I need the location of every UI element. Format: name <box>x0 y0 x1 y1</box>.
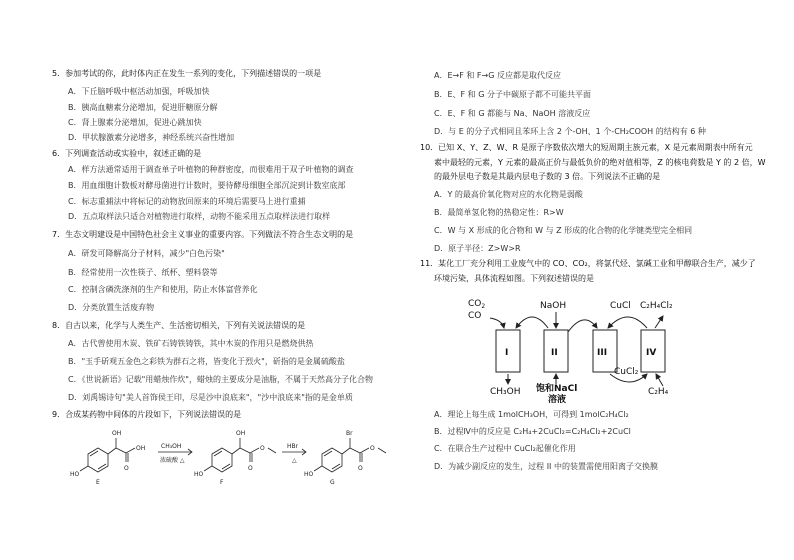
q10-option-b: B．最简单氢化物的热稳定性：R>W <box>434 208 564 217</box>
q9-stem: 9．合成某药物中间体的片段如下，下列说法错误的是 <box>52 410 242 419</box>
q11-option-b: B．过程Ⅳ中的反应是 C₂H₄+2CuCl₂=C₂H₄Cl₂+2CuCl <box>434 427 631 436</box>
q10-option-d: D．原子半径：Z>W>R <box>434 244 521 253</box>
label-c2h4: C₂H₄ <box>648 387 669 397</box>
q7-option-b: B．经常使用一次性筷子、纸杯、塑料袋等 <box>68 268 218 277</box>
q11-stem-line-1: 11．某化工厂充分利用工业废气中的 CO、CO₂，将氯代烃、氯碱工业和甲醇联合生产，减少了 <box>420 259 756 268</box>
label-e: E <box>96 479 100 486</box>
molecule-f <box>204 438 276 472</box>
label-c2h4cl2: C₂H₄Cl₂ <box>640 301 673 311</box>
q7-option-a: A．研发可降解高分子材料，减少"白色污染" <box>68 249 225 258</box>
arrow-c2h4cl2-out <box>655 316 663 328</box>
molecule-g <box>314 438 386 472</box>
q11-option-d: D．为减少副反应的发生，过程 II 中的装置需使用阳离子交换膜 <box>434 462 658 471</box>
q10-option-c: C．W 与 X 形成的化合物和 W 与 Z 形成的化合物的化学键类型完全相同 <box>434 226 693 235</box>
svg-text:HO: HO <box>70 471 80 478</box>
q11-option-c: C．在联合生产过程中 CuCl₂起催化作用 <box>434 444 576 453</box>
box-4-label: IV <box>646 348 657 358</box>
q5-option-b: B．胰高血糖素分泌增加，促进肝糖原分解 <box>68 103 218 112</box>
q6-stem: 6．下列调查活动或实验中，叙述正确的是 <box>52 149 202 158</box>
q11-stem-line-2: 环境污染，具体流程如图。下列叙述错误的是 <box>434 274 594 283</box>
svg-text:O: O <box>358 465 363 472</box>
label-ch3oh: CH₃OH <box>490 387 521 397</box>
q5-stem: 5．参加考试的你，此时体内正在发生一系列的变化，下列描述错误的一项是 <box>52 69 322 78</box>
reagent2-bottom: △ <box>292 457 297 464</box>
box-2-label: II <box>551 348 558 358</box>
label-nacl-1: 饱和NaCl <box>536 384 578 394</box>
q10-stem-line-2: 素中最轻的元素，Y 元素的最高正价与最低负价的绝对值相等，Z 的核电荷数是 Y 的 2 倍，W <box>434 158 766 167</box>
q6-option-a: A．样方法通常适用于调查单子叶植物的种群密度，而很难用于双子叶植物的调查 <box>68 165 354 174</box>
q6-option-d: D．五点取样法只适合对植物进行取样，动物不能采用五点取样法进行取样 <box>68 212 331 221</box>
q9-reaction-scheme <box>60 420 400 490</box>
q8-option-a: A．古代曾使用木炭、铁矿石铸铁铸铁，其中木炭的作用只是燃烧供热 <box>68 339 314 348</box>
q10-stem-line-1: 10．已知 X、Y、Z、W、R 是原子序数依次增大的短周期主族元素，X 是元素周期表中所有元 <box>420 143 753 152</box>
q11-flow-diagram <box>460 292 690 404</box>
svg-text:O: O <box>370 445 375 452</box>
q6-option-c: C．标志重捕法中将标记的动物放回原来的环境后需要马上进行重捕 <box>68 197 306 206</box>
q6-option-b: B．用血细胞计数板对酵母菌进行计数时，要待酵母细胞全部沉淀到计数室底部 <box>68 181 346 190</box>
label-co: CO <box>468 311 482 321</box>
q8-option-b: B．"玉手斫观五金色之彩铁为群石之将，皆变化于烈火"，斫指的是金属硫酸盐 <box>68 357 345 366</box>
label-co2: $CO_2$ <box>468 299 486 310</box>
label-naoh: NaOH <box>540 301 567 311</box>
arrow-c2h4-in <box>656 374 663 386</box>
label-cucl: CuCl <box>610 301 631 311</box>
arrow-2-to-1 <box>516 317 548 328</box>
svg-text:O: O <box>260 445 265 452</box>
label-g: G <box>330 479 335 486</box>
q10-stem-line-3: 的最外层电子数是其最内层电子数的 3 倍。下列说法不正确的是 <box>434 172 661 181</box>
reagent2-top: HBr <box>287 443 299 450</box>
svg-text:OH: OH <box>112 430 122 437</box>
svg-text:HO: HO <box>194 471 204 478</box>
label-cucl2: CuCl₂ <box>614 367 639 377</box>
q9-option-d: D．与 E 的分子式相同且苯环上含 2 个-OH、1 个-CH₂COOH 的结构有 6 种 <box>434 127 706 136</box>
svg-text:O: O <box>248 465 253 472</box>
q10-option-a: A．Y 的最高价氧化物对应的水化物是弱酸 <box>434 190 583 199</box>
svg-text:HO: HO <box>304 471 314 478</box>
arrow-4-to-3 <box>608 317 647 328</box>
box-1-label: I <box>505 348 509 358</box>
q5-option-c: C．肾上腺素分泌增加，促进心跳加快 <box>68 118 202 127</box>
label-f: F <box>220 479 224 486</box>
svg-text:OH: OH <box>236 430 246 437</box>
q8-stem: 8．自古以来，化学与人类生产、生活密切相关，下列有关说法错误的是 <box>52 321 306 330</box>
q9-option-c: C．E、F 和 G 都能与 Na、NaOH 溶液反应 <box>434 109 591 118</box>
q7-stem: 7．生态文明建设是中国特色社会主义事业的重要内容。下列做法不符合生态文明的是 <box>52 230 354 239</box>
svg-text:O: O <box>124 465 129 472</box>
q8-option-d: D．刘禹锡诗句"美人首饰侯王印，尽是沙中浪底来"，"沙中浪底来"指的是金单质 <box>68 393 353 402</box>
q7-option-d: D．分类放置生活废弃物 <box>68 303 155 312</box>
q5-option-d: D．甲状腺激素分泌增多，神经系统兴奋性增加 <box>68 133 235 142</box>
box-3-label: III <box>597 348 608 358</box>
q7-option-c: C．控制含磷洗涤剂的生产和使用，防止水体富营养化 <box>68 285 258 294</box>
q5-option-a: A．下丘脑呼吸中枢活动加强，呼吸加快 <box>68 87 210 96</box>
svg-text:Br: Br <box>346 430 353 437</box>
reagent1-bottom: 浓硫酸 △ <box>160 457 185 464</box>
svg-text:OH: OH <box>136 445 146 452</box>
q11-option-a: A．理论上每生成 1molCH₃OH，可得到 1molC₂H₄Cl₂ <box>434 410 629 419</box>
label-nacl-2: 溶液 <box>548 395 567 404</box>
q8-option-c: C．《世说新语》记载"用蜡烛作炊"，蜡烛的主要成分是油脂，不属于天然高分子化合物 <box>68 375 373 384</box>
q9-option-b: B．E、F 和 G 分子中碳原子都不可能共平面 <box>434 90 591 99</box>
q9-option-a: A．E→F 和 F→G 反应都是取代反应 <box>434 71 561 80</box>
arrow-co-in <box>490 318 504 328</box>
reagent1-top: CH₃OH <box>161 443 182 450</box>
